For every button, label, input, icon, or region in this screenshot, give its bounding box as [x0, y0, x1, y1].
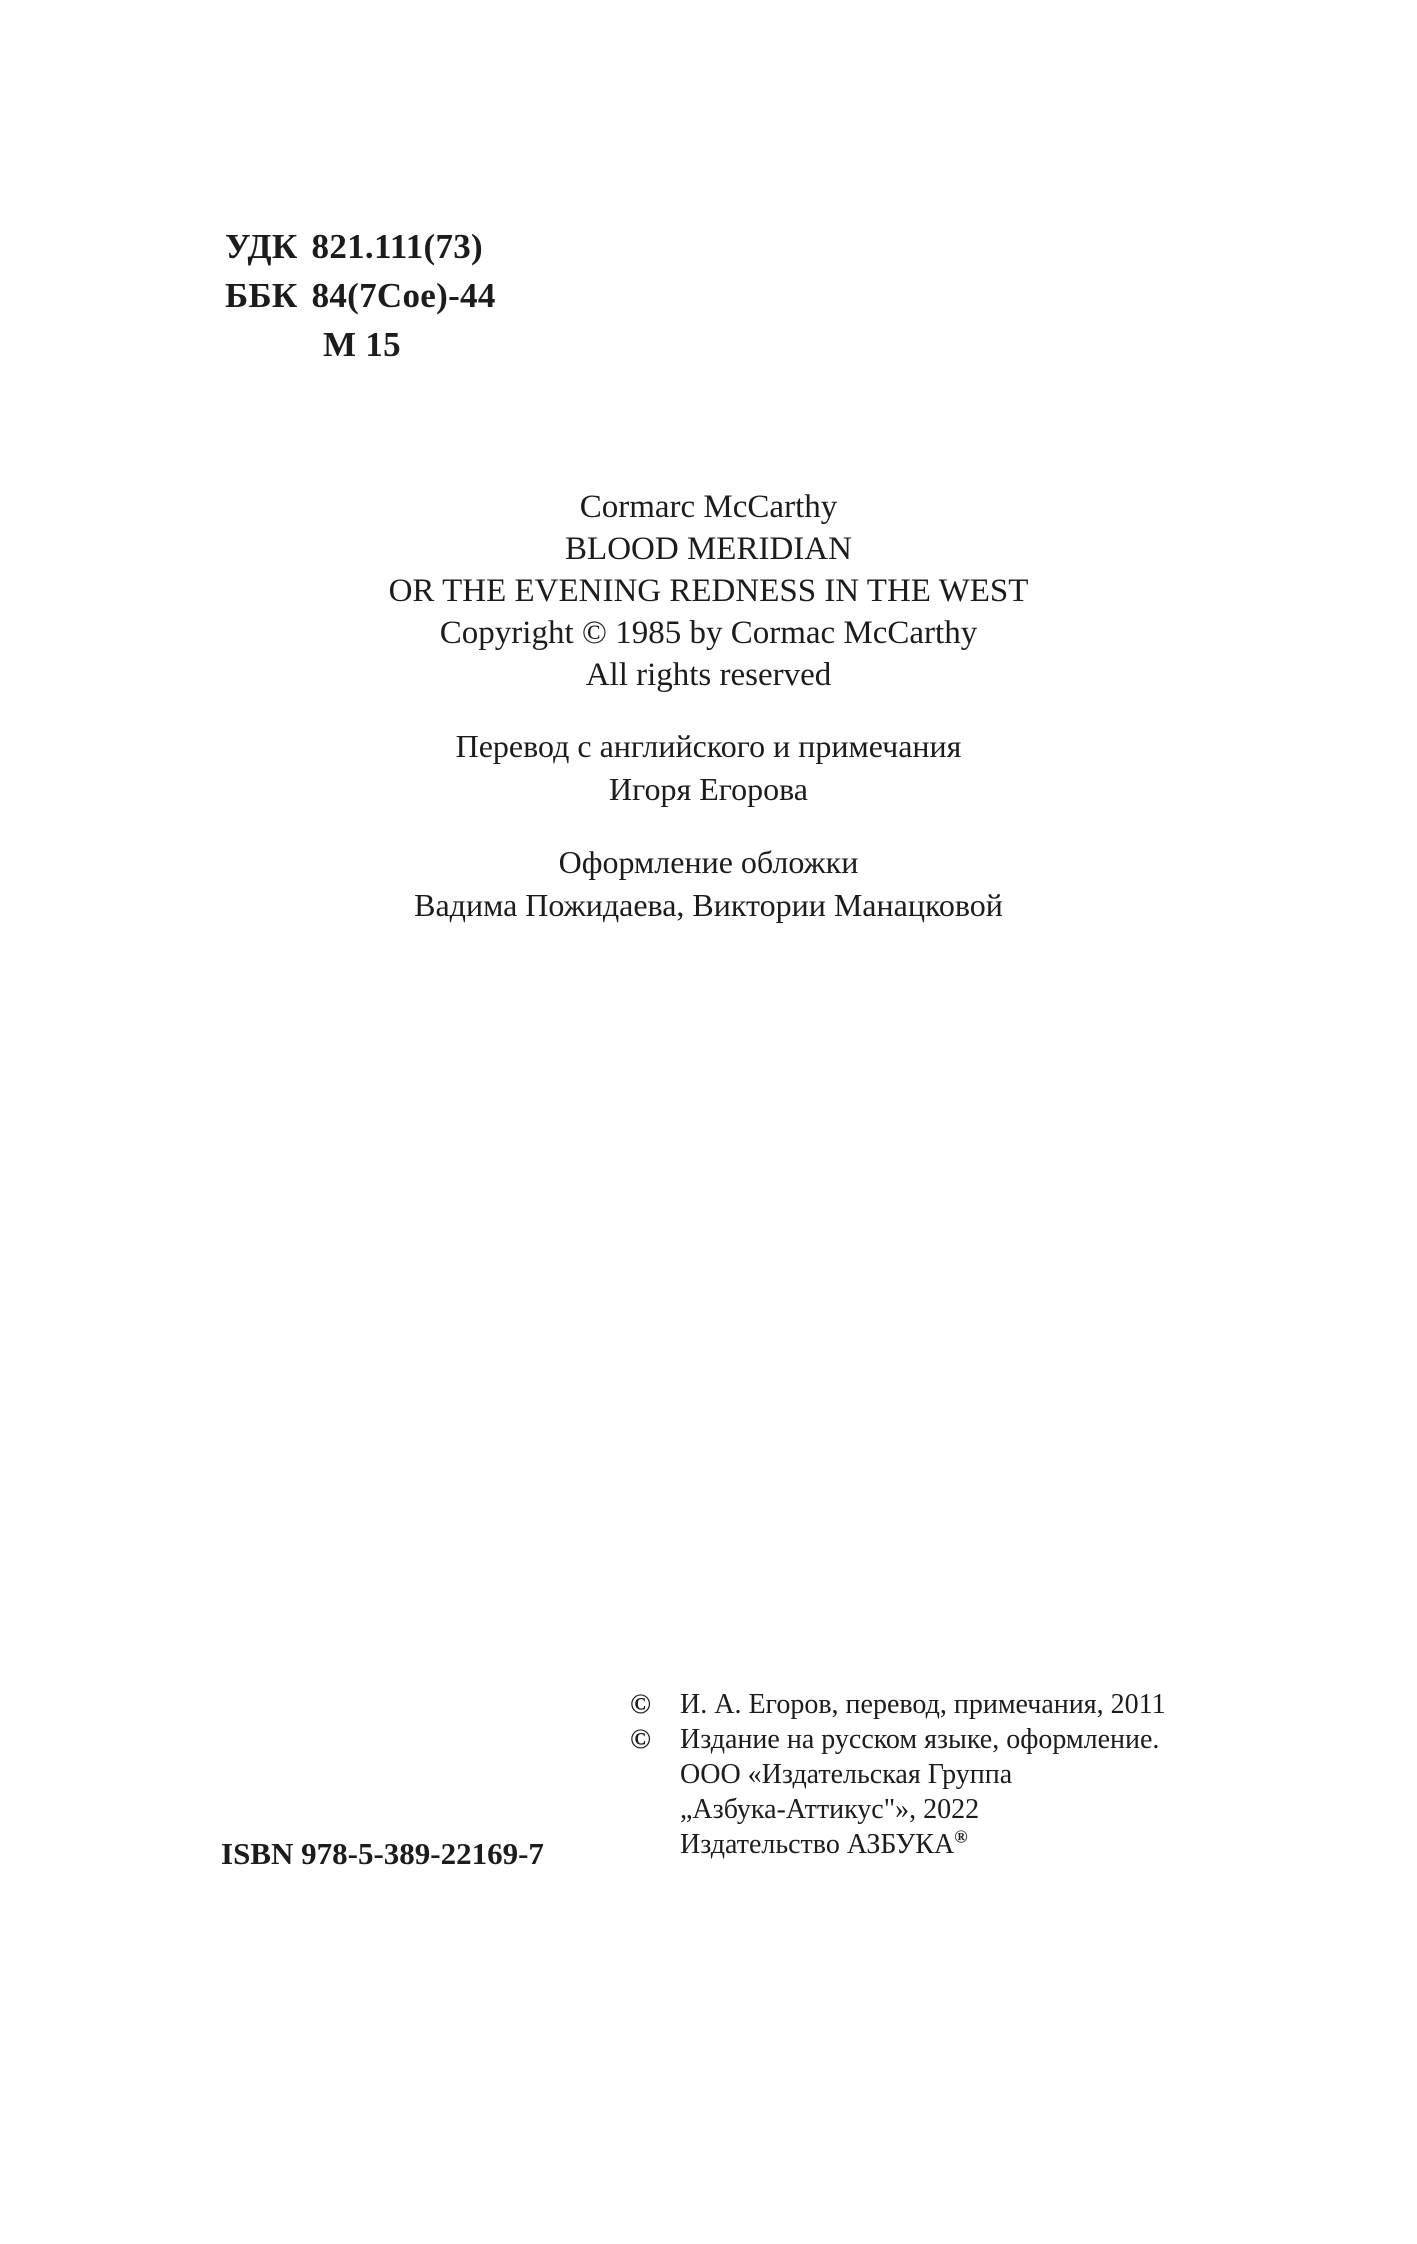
edition-copyright-line: [630, 1792, 1166, 1827]
udk-line: [225, 222, 496, 271]
original-author: Cormarc McCarthy: [579, 489, 838, 525]
edition-copyright-line4: Издательство АЗБУКА: [680, 1829, 955, 1860]
copyright-mark: ©: [630, 1689, 651, 1720]
translation-credit-line1: Перевод с английского и примечания: [455, 728, 962, 764]
translation-copyright: [630, 1687, 1166, 1722]
cover-credit-line1: Оформление обложки: [558, 844, 859, 880]
original-title: BLOOD MERIDIAN: [565, 531, 852, 567]
udk-value: 821.111(73): [311, 227, 484, 266]
author-mark: М 15: [323, 325, 401, 364]
bbk-label: ББК: [225, 276, 298, 315]
cover-credit: [0, 841, 1417, 927]
bbk-value: 84(7Сое)-44: [311, 276, 496, 315]
bbk-line: [225, 271, 496, 320]
original-edition-block: [0, 486, 1417, 696]
translation-credit: [0, 725, 1417, 811]
rights-reserved: All rights reserved: [585, 657, 832, 693]
original-copyright: Copyright © 1985 by Cormac McCarthy: [439, 615, 978, 651]
copyright-notices: [630, 1687, 1166, 1862]
original-subtitle: OR THE EVENING REDNESS IN THE WEST: [388, 573, 1029, 609]
udk-label: УДК: [225, 227, 298, 266]
edition-copyright: [630, 1722, 1166, 1757]
translation-copyright-text: И. А. Егоров, перевод, примечания, 2011: [680, 1689, 1166, 1720]
edition-copyright-line: [630, 1827, 1166, 1862]
isbn: ISBN 978-5-389-22169-7: [221, 1836, 544, 1871]
cover-designers: Вадима Пожидаева, Виктории Манацковой: [414, 887, 1003, 923]
edition-copyright-line2: ООО «Издательская Группа: [680, 1759, 1013, 1790]
edition-copyright-line: [630, 1757, 1166, 1792]
translator-name: Игоря Егорова: [609, 771, 808, 807]
edition-copyright-line3: „Азбука-Аттикус"», 2022: [680, 1794, 980, 1825]
classification-block: [225, 222, 496, 369]
copyright-mark: ©: [630, 1724, 651, 1755]
edition-copyright-line1: Издание на русском языке, оформление.: [680, 1724, 1160, 1755]
registered-mark: ®: [954, 1826, 968, 1847]
